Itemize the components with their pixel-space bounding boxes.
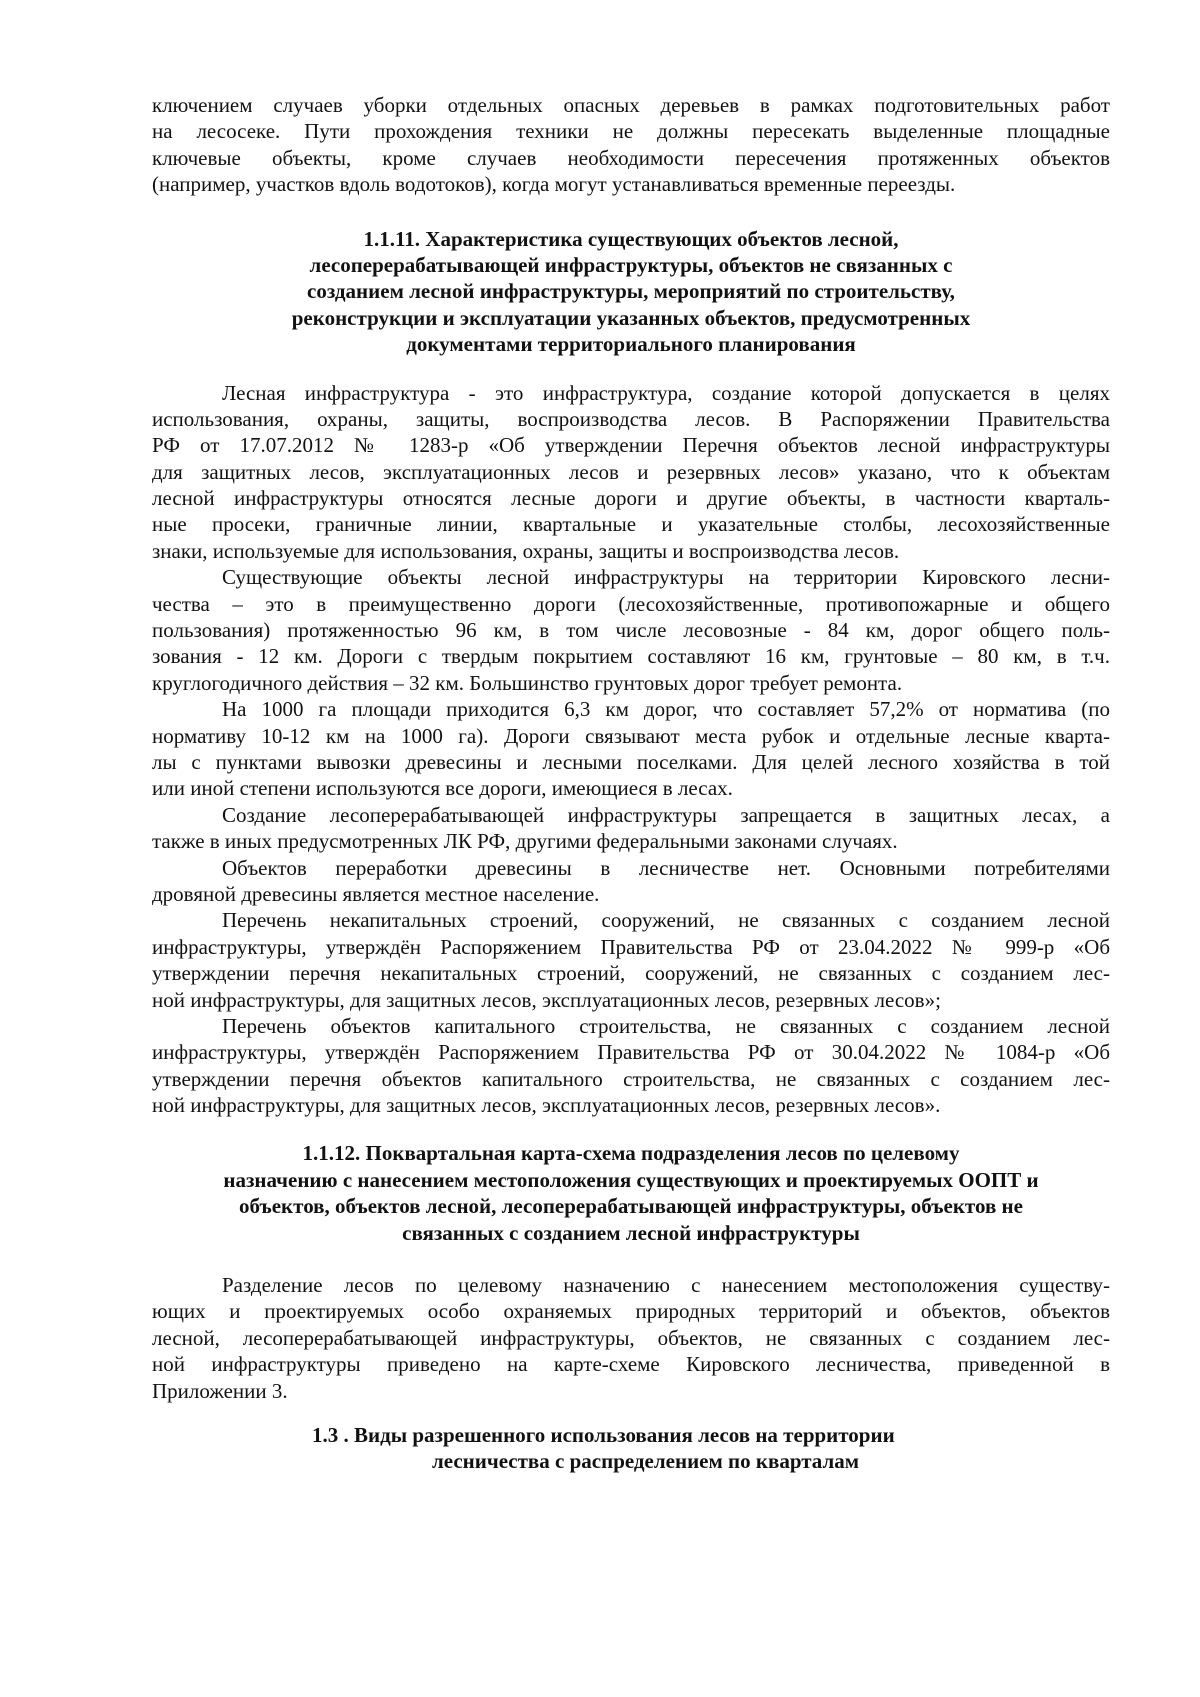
text-line: Объектов переработки древесины в лесничестве нет. Основными потребителями — [222, 855, 1110, 880]
text-line: использования, охраны, защиты, воспроизводства лесов. В Распоряжении Правительства — [152, 406, 1110, 431]
heading-line: лесничества с распределением по кварталам — [432, 1449, 860, 1474]
text-line: нормативу 10-12 км на 1000 га). Дороги связывают места рубок и отдельные лесные кварта- — [152, 723, 1110, 748]
heading-line: связанных с созданием лесной инфраструктуры — [402, 1220, 860, 1245]
heading-line: 1.3 . Виды разрешенного использования лесов на территории — [312, 1422, 895, 1447]
text-line: ключевые объекты, кроме случаев необходимости пересечения протяженных объектов — [152, 145, 1110, 170]
text-line: лесной инфраструктуры относятся лесные дороги и другие объекты, в частности кварталь- — [152, 486, 1110, 511]
heading-line: созданием лесной инфраструктуры, мероприятий по строительству, — [307, 279, 955, 304]
text-line: круглогодичного действия – 32 км. Большинство грунтовых дорог требует ремонта. — [152, 670, 903, 695]
text-line: Перечень объектов капитального строительства, не связанных с созданием лесной — [222, 1013, 1110, 1038]
text-line: также в иных предусмотренных ЛК РФ, другими федеральными законами случаях. — [152, 829, 898, 854]
section-1-3-heading — [152, 1422, 1110, 1475]
paragraph-forest-infrastructure — [152, 380, 1110, 565]
paragraph-map-scheme — [152, 1272, 1110, 1404]
text-line: на лесосеке. Пути прохождения техники не должны пересекать выделенные площадные — [152, 119, 1110, 144]
text-line: ной инфраструктуры приведено на карте-схеме Кировского лесничества, приведенной в — [152, 1352, 1110, 1377]
heading-line: 1.1.11. Характеристика существующих объектов лесной, — [363, 226, 899, 251]
document-page — [152, 92, 1110, 1475]
section-1-1-12-heading — [152, 1140, 1110, 1246]
text-line: инфраструктуры, утверждён Распоряжением Правительства РФ от 30.04.2022 № 1084-р «Об — [152, 1040, 1110, 1065]
text-line: РФ от 17.07.2012 № 1283-р «Об утверждении Перечня объектов лесной инфраструктуры — [152, 433, 1110, 458]
heading-line: объектов, объектов лесной, лесоперерабатывающей инфраструктуры, объектов не — [239, 1194, 1023, 1219]
text-line: зования - 12 км. Дороги с твердым покрытием составляют 16 км, грунтовые – 80 км, в т.ч. — [152, 644, 1110, 669]
text-line: (например, участков вдоль водотоков), когда могут устанавливаться временные переезды. — [152, 172, 956, 197]
paragraph-road-density — [152, 696, 1110, 802]
text-line: лесной, лесоперерабатывающей инфраструктуры, объектов, не связанных с созданием лес- — [152, 1325, 1110, 1350]
paragraph-existing-objects — [152, 564, 1110, 696]
paragraph-processing-ban — [152, 802, 1110, 855]
text-line: утверждении перечня некапитальных строений, сооружений, не связанных с созданием лес- — [152, 961, 1110, 986]
paragraph-capital-list — [152, 1013, 1110, 1119]
text-line: дровяной древесины является местное население. — [152, 881, 600, 906]
text-line: Существующие объекты лесной инфраструктуры на территории Кировского лесни- — [222, 565, 1110, 590]
text-line: ной инфраструктуры, для защитных лесов, эксплуатационных лесов, резервных лесов». — [152, 1093, 941, 1118]
text-line: ключением случаев уборки отдельных опасных деревьев в рамках подготовительных работ — [152, 93, 1110, 117]
text-line: Разделение лесов по целевому назначению с нанесением местоположения существу- — [222, 1273, 1110, 1298]
heading-line: 1.1.12. Поквартальная карта-схема подразделения лесов по целевому — [302, 1141, 960, 1166]
text-line: инфраструктуры, утверждён Распоряжением Правительства РФ от 23.04.2022 № 999-р «Об — [152, 934, 1110, 959]
heading-line: назначению с нанесением местоположения существующих и проектируемых ООПТ и — [223, 1167, 1039, 1192]
text-line: Перечень некапитальных строений, сооружений, не связанных с созданием лесной — [222, 908, 1110, 933]
text-line: ной инфраструктуры, для защитных лесов, эксплуатационных лесов, резервных лесов»; — [152, 987, 941, 1012]
text-line: Создание лесоперерабатывающей инфраструктуры запрещается в защитных лесах, а — [222, 802, 1110, 827]
heading-line: документами территориального планирования — [406, 332, 856, 357]
text-line: ющих и проектируемых особо охраняемых природных территорий и объектов, объектов — [152, 1299, 1110, 1324]
text-line: чества – это в преимущественно дороги (лесохозяйственные, противопожарные и общего — [152, 591, 1110, 616]
text-line: ные просеки, граничные линии, квартальные и указательные столбы, лесохозяйственные — [152, 512, 1110, 537]
text-line: для защитных лесов, эксплуатационных лесов и резервных лесов» указано, что к объектам — [152, 459, 1110, 484]
text-line: Лесная инфраструктура - это инфраструктура, создание которой допускается в целях — [222, 380, 1110, 405]
heading-line: реконструкции и эксплуатации указанных объектов, предусмотренных — [291, 305, 971, 330]
text-line: знаки, используемые для использования, охраны, защиты и воспроизводства лесов. — [152, 538, 900, 563]
text-line: утверждении перечня объектов капитального строительства, не связанных с созданием лес- — [152, 1066, 1110, 1091]
text-line: или иной степени используются все дороги, имеющиеся в лесах. — [152, 776, 733, 801]
text-line: лы с пунктами вывозки древесины и лесными поселками. Для целей лесного хозяйства в той — [152, 749, 1110, 774]
text-line: Приложении 3. — [152, 1378, 288, 1403]
text-line: На 1000 га площади приходится 6,3 км дорог, что составляет 57,2% от норматива (по — [222, 697, 1110, 722]
intro-paragraph — [152, 92, 1110, 198]
heading-line: лесоперерабатывающей инфраструктуры, объектов не связанных с — [309, 252, 953, 277]
text-line: пользования) протяженностью 96 км, в том числе лесовозные - 84 км, дорог общего поль- — [152, 618, 1110, 643]
paragraph-processing-objects — [152, 855, 1110, 908]
paragraph-non-capital-list — [152, 907, 1110, 1013]
section-1-1-11-heading — [152, 226, 1110, 358]
